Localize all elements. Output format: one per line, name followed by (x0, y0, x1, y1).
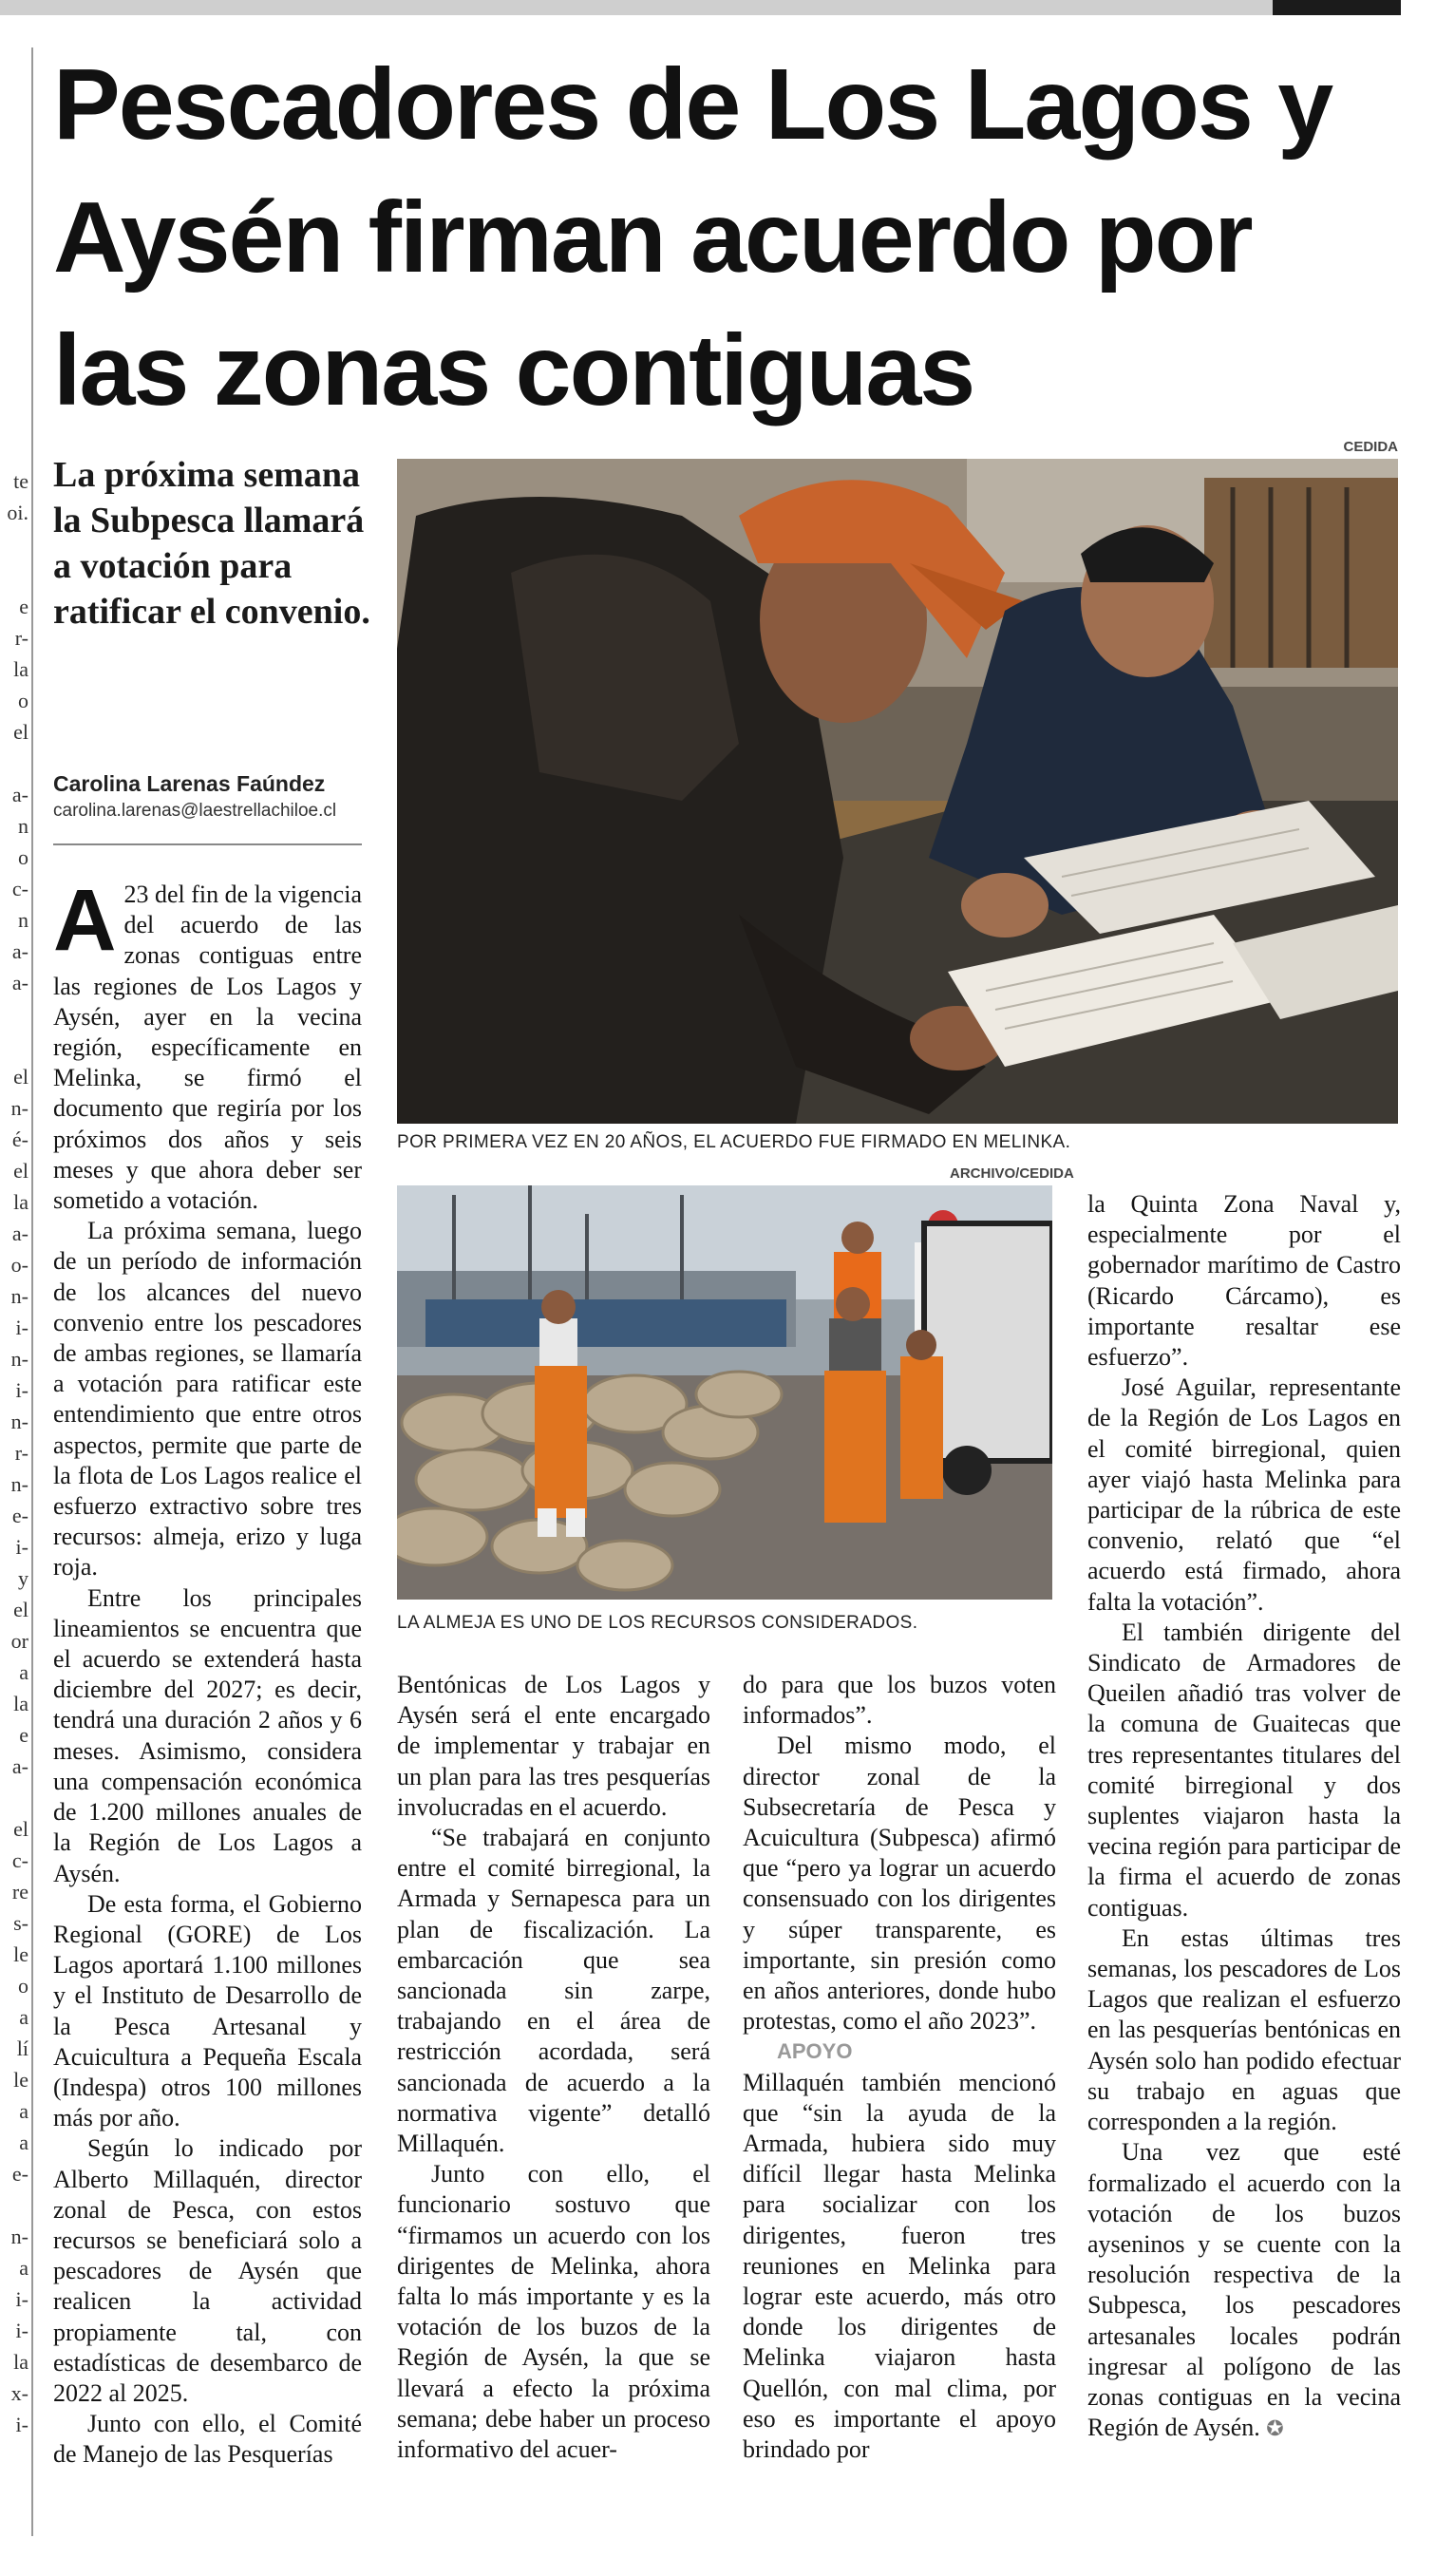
adjacent-text-fragment: a (19, 2256, 28, 2280)
article-paragraph: la Quinta Zona Naval y, especialmente por el gobernador marítimo de Castro (Ricardo Cárcamo), es importante resaltar ese esfuerzo”. (1087, 1190, 1401, 1372)
article-paragraph: Bentónicas de Los Lagos y Aysén será el ente encargado de implementar y trabajar en un plan para las tres pesquerías involucradas en el acuerdo. (397, 1671, 710, 1821)
drop-cap: A (53, 872, 117, 969)
adjacent-text-fragment: a- (11, 1754, 28, 1778)
adjacent-text-fragment: el (13, 1159, 28, 1183)
signing-photo (397, 459, 1398, 1124)
column-divider-rule (31, 47, 33, 2536)
adjacent-text-fragment: le (13, 1942, 28, 1966)
adjacent-text-fragment: oi. (7, 501, 28, 524)
adjacent-text-fragment: a (19, 2005, 28, 2029)
adjacent-text-fragment: le (13, 2068, 28, 2092)
article-column-3 (743, 1670, 1056, 2465)
adjacent-text-fragment: la (13, 2350, 28, 2374)
adjacent-text-fragment: n- (10, 1347, 28, 1371)
adjacent-text-fragment: i- (15, 1378, 28, 1402)
adjacent-text-fragment: e- (11, 1504, 28, 1527)
article-column-4 (1087, 1189, 1401, 2445)
adjacent-text-fragment: el (13, 1817, 28, 1841)
adjacent-text-fragment: a- (11, 939, 28, 963)
adjacent-text-fragment: o (18, 845, 28, 869)
adjacent-text-fragment: a- (11, 971, 28, 994)
article-deck: La próxima semana la Subpesca llamará a votación para ratificar el convenio. (53, 455, 370, 632)
article-paragraph: De esta forma, el Gobierno Regional (GORE) de Los Lagos aportará 1.100 millones y el Instituto de Desarrollo de la Pesca Artesanal y Acuicultura a Pequeña Escala (Indespa) otros 100 millones más por año. (53, 1889, 362, 2132)
adjacent-text-fragment: s- (13, 1911, 28, 1935)
article-paragraph: Entre los principales lineamientos se encuentra que el acuerdo se extenderá hasta diciembre del 2027; es decir, tendrá una duración 2 años y 6 meses. Asimismo, considera una compensación económica de 1.200 millones anuales de la Región de Los Lagos a Aysén. (53, 1583, 362, 1887)
adjacent-text-fragment: o- (10, 1253, 28, 1277)
adjacent-text-fragment: or (10, 1629, 28, 1653)
article-paragraph: A 23 del fin de la vigencia del acuerdo de las zonas contiguas entre las regiones de Los Lagos y Aysén, ayer en la vecina región, específicamente en Melinka, se firmó el documento que regiría por los próximos dos años y seis meses y que ahora deber ser sometido a votación. (53, 872, 362, 1215)
adjacent-text-fragment: a (19, 1660, 28, 1684)
adjacent-text-fragment: i- (15, 1316, 28, 1339)
byline-rule (53, 843, 362, 845)
article-paragraph: La próxima semana, luego de un período de información de los alcances del nuevo convenio entre los pescadores de ambas regiones, se llamaría a votación para ratificar este entendimiento que entre otros aspectos, permite que parte de la flota de Los Lagos realice el esfuerzo extractivo sobre tres recursos: almeja, erizo y luga roja. (53, 1217, 362, 1582)
article-paragraph: En estas últimas tres semanas, los pescadores de Los Lagos que realizan el esfuerzo en las pesquerías bentónicas en Aysén solo han podido efectuar su trabajo en aguas que corresponden a la región. (1087, 1923, 1401, 2136)
article-paragraph: Una vez que esté formalizado el acuerdo con la votación de los buzos ayseninos y se cuente con la resolución respectiva de la Subpesca, los pescadores artesanales locales podrán ingresar al polígono de las zonas contiguas en la vecina Región de Aysén. ✪ (1087, 2138, 1401, 2442)
port-photo-illustration (397, 1185, 1052, 1600)
article-headline: Pescadores de Los Lagos y Aysén firman acuerdo por las zonas contiguas (53, 48, 1332, 426)
article-paragraph: “Se trabajará en conjunto entre el comité birregional, la Armada y Sernapesca para un plan de fiscalización. La embarcación que sea sancionada sin zarpe, trabajando en el área de restricción acordada, será sancionada de acuerdo a la normativa vigente” detalló Millaquén. (397, 1824, 710, 2158)
article-paragraph: Según lo indicado por Alberto Millaquén, director zonal de Pesca, con estos recursos se beneficiará solo a pescadores de Aysén que realicen la actividad propiamente tal, con estadísticas de desembarco de 2022 al 2025. (53, 2134, 362, 2407)
adjacent-text-fragment: e (19, 1723, 28, 1747)
page-top-bar (0, 0, 1401, 15)
section-subhead: APOYO (777, 2039, 853, 2064)
adjacent-text-fragment: r- (14, 1441, 28, 1465)
port-photo (397, 1185, 1052, 1600)
author-byline (53, 771, 395, 822)
adjacent-text-fragment: i- (15, 2319, 28, 2342)
adjacent-text-fragment: n- (10, 1472, 28, 1496)
adjacent-text-fragment: n- (10, 1096, 28, 1120)
adjacent-text-fragment: re (11, 1880, 28, 1904)
adjacent-text-fragment: n (18, 814, 28, 838)
adjacent-text-fragment: a- (11, 783, 28, 806)
article-paragraph: Millaquén también mencionó que “sin la ayuda de la Armada, hubiera sido muy difícil llegar hasta Melinka para socializar con los dirigentes, fueron tres reuniones en Melinka para lograr este acuerdo, más otro donde los dirigentes de Melinka viajaron hasta Quellón, con mal clima, por eso es importante el apoyo brindado por (743, 2068, 1056, 2464)
adjacent-text-fragment: c- (11, 1848, 28, 1872)
photo-credit: CEDIDA (1343, 439, 1398, 455)
adjacent-text-fragment: la (13, 1190, 28, 1214)
adjacent-text-fragment: a (19, 2099, 28, 2123)
article-paragraph: Del mismo modo, el director zonal de la Subsecretaría de Pesca y Acuicultura (Subpesca) afirmó que “pero ya lograr un acuerdo consensuado con los dirigentes y súper transparente, es importante, sin presión como en años anteriores, donde hubo protestas, como el año 2023”. (743, 1732, 1056, 2036)
adjacent-text-fragment: r- (14, 626, 28, 650)
author-email[interactable]: carolina.larenas@laestrellachiloe.cl (53, 801, 337, 821)
adjacent-text-fragment: el (13, 720, 28, 744)
photo-caption: POR PRIMERA VEZ EN 20 AÑOS, EL ACUERDO FUE FIRMADO EN MELINKA. (397, 1132, 1071, 1152)
adjacent-text-fragment: n (18, 908, 28, 932)
adjacent-text-fragment: i- (15, 2287, 28, 2311)
adjacent-text-fragment: el (13, 1065, 28, 1089)
adjacent-text-fragment: e (19, 595, 28, 618)
adjacent-text-fragment: el (13, 1598, 28, 1621)
adjacent-text-fragment: n- (10, 2225, 28, 2248)
adjacent-text-fragment: te (13, 469, 28, 493)
article-paragraph: Junto con ello, el Comité de Manejo de las Pesquerías (53, 2410, 362, 2469)
adjacent-text-fragment: a- (11, 1222, 28, 1245)
adjacent-text-fragment: a (19, 2131, 28, 2154)
article-paragraph: El también dirigente del Sindicato de Armadores de Queilen añadió tras volver de la comuna de Guaitecas que tres representantes titulares del comité birregional y dos suplentes viajaron hasta la vecina región para participar de la firma el acuerdo de zonas contiguas. (1087, 1618, 1401, 1922)
signing-photo-illustration (397, 459, 1398, 1124)
adjacent-text-fragment: é- (11, 1127, 28, 1151)
article-paragraph: José Aguilar, representante de la Región de Los Lagos en el comité birregional, quien ayer viajó hasta Melinka para participar de la rúbrica de este convenio, relató que “el acuerdo está firmado, ahora falta la votación”. (1087, 1373, 1401, 1616)
adjacent-text-fragment: i- (15, 1535, 28, 1559)
adjacent-text-fragment: c- (11, 877, 28, 900)
adjacent-text-fragment: i- (15, 2413, 28, 2436)
article-column-1 (53, 872, 362, 2471)
adjacent-text-fragment: n- (10, 1284, 28, 1308)
adjacent-text-fragment: x- (10, 2381, 28, 2405)
photo-credit: ARCHIVO/CEDIDA (950, 1165, 1074, 1182)
adjacent-text-fragment: n- (10, 1410, 28, 1433)
article-paragraph: Junto con ello, el funcionario sostuvo que “firmamos un acuerdo con los dirigentes de Melinka, ahora falta lo más importante y es la votación de los buzos de la Región de Aysén, la que se llevará a efecto la próxima semana; debe haber un proceso informativo del acuer- (397, 2160, 710, 2464)
photo-caption: LA ALMEJA ES UNO DE LOS RECURSOS CONSIDERADOS. (397, 1613, 918, 1633)
adjacent-text-fragment: y (18, 1566, 28, 1590)
adjacent-text-fragment: o (18, 689, 28, 712)
page-top-bar-tab (1273, 0, 1401, 15)
article-column-2 (397, 1670, 710, 2465)
adjacent-text-fragment: la (13, 657, 28, 681)
adjacent-text-fragment: lí (16, 2036, 28, 2060)
adjacent-text-fragment: e- (11, 2162, 28, 2186)
end-mark-icon: ✪ (1266, 2417, 1284, 2442)
article-paragraph: do para que los buzos voten informados”. (743, 1671, 1056, 1730)
adjacent-text-fragment: la (13, 1692, 28, 1715)
author-name: Carolina Larenas Faúndez (53, 771, 326, 796)
adjacent-text-fragment: o (18, 1974, 28, 1998)
